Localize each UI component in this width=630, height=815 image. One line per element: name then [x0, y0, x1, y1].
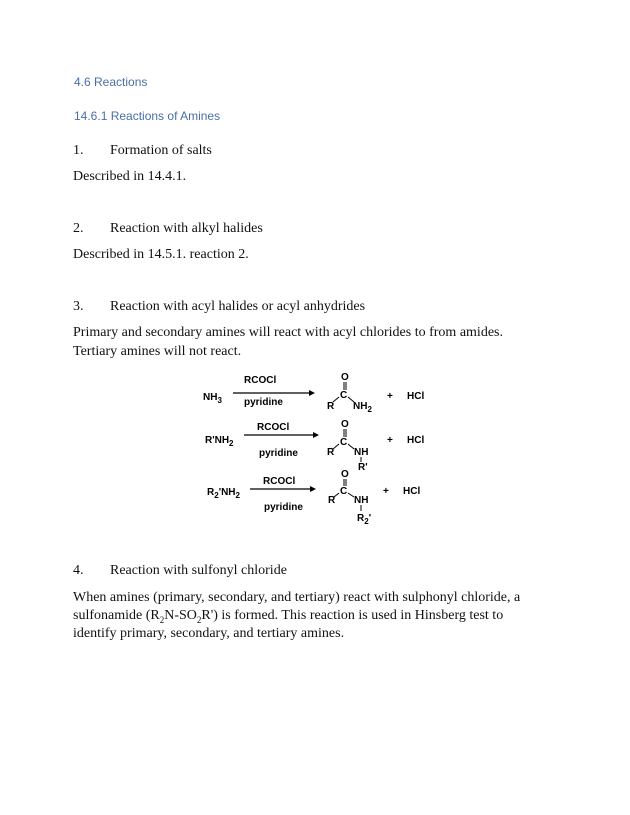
solvent-label-2: pyridine	[259, 448, 298, 459]
reaction-row-2	[205, 419, 424, 473]
product-1-oxygen: O	[341, 372, 349, 383]
reaction-row-3	[207, 469, 420, 526]
item-4-title: Reaction with sulfonyl chloride	[110, 563, 287, 578]
item-1-number: 1.	[73, 143, 84, 158]
reactant-3: $R_2'NH_2$	[207, 487, 240, 500]
byproduct-2: HCl	[407, 435, 425, 446]
reagent-label-2: RCOCl	[257, 422, 290, 433]
reagent-label-1: RCOCl	[244, 375, 277, 386]
item-2-number: 2.	[73, 221, 84, 236]
product-3-oxygen: O	[341, 469, 349, 480]
item-2-heading	[73, 220, 263, 238]
item-1-body: Described in 14.4.1.	[73, 169, 187, 184]
product-3-r: R	[328, 495, 336, 506]
item-4-heading	[73, 562, 287, 580]
item-4-body-line-3: identify primary, secondary, and tertiary amines.	[73, 626, 345, 641]
item-3-number: 3.	[73, 299, 84, 314]
item-3-title: Reaction with acyl halides or acyl anhydrides	[110, 299, 366, 314]
item-4-body-line-1: When amines (primary, secondary, and tertiary) react with sulphonyl chloride, a	[73, 590, 521, 605]
item-2-title: Reaction with alkyl halides	[110, 221, 263, 236]
subsection-heading: 14.6.1 Reactions of Amines	[74, 109, 221, 123]
byproduct-3: HCl	[403, 486, 421, 497]
item-2-body: Described in 14.5.1. reaction 2.	[73, 247, 249, 262]
item-4-body-line-2: sulfonamide $(R_2N-SO_2R')$ is formed. This reaction is used in Hinsberg test to	[73, 608, 504, 625]
product-1-carbon: C	[340, 390, 348, 401]
arrowhead-2	[313, 432, 319, 438]
product-3-carbon: C	[340, 486, 348, 497]
item-3-body-line-1: Primary and secondary amines will react with acyl chlorides to from amides.	[73, 325, 503, 340]
reaction-row-1	[203, 372, 424, 414]
product-2-r: R	[327, 447, 335, 458]
item-1-title: Formation of salts	[110, 143, 212, 158]
reactant-1: $NH_3$	[203, 392, 222, 405]
solvent-label-1: pyridine	[244, 397, 283, 408]
product-3-nh: NH	[354, 495, 369, 506]
solvent-label-3: pyridine	[264, 502, 303, 513]
acylation-reaction-scheme	[195, 366, 445, 528]
arrowhead-1	[309, 390, 315, 396]
plus-1: +	[387, 391, 393, 402]
section-heading: 4.6 Reactions	[74, 75, 148, 89]
product-2-oxygen: O	[341, 419, 349, 430]
product-2-carbon: C	[340, 437, 348, 448]
item-3-body-line-2: Tertiary amines will not react.	[73, 344, 242, 359]
arrowhead-3	[310, 486, 316, 492]
item-3-heading	[73, 298, 365, 316]
item-4-number: 4.	[73, 563, 84, 578]
item-1-heading	[73, 142, 212, 160]
plus-3: +	[383, 486, 389, 497]
product-1-amide: $NH_2$	[353, 401, 372, 414]
reactant-2: $R'NH_2$	[205, 435, 234, 448]
product-3-substituent: $R_2'$	[357, 513, 372, 526]
plus-2: +	[387, 435, 393, 446]
byproduct-1: HCl	[407, 391, 425, 402]
product-2-substituent: R'	[358, 462, 368, 473]
product-1-r: R	[327, 401, 335, 412]
product-2-nh: NH	[354, 447, 369, 458]
reagent-label-3: RCOCl	[263, 476, 296, 487]
